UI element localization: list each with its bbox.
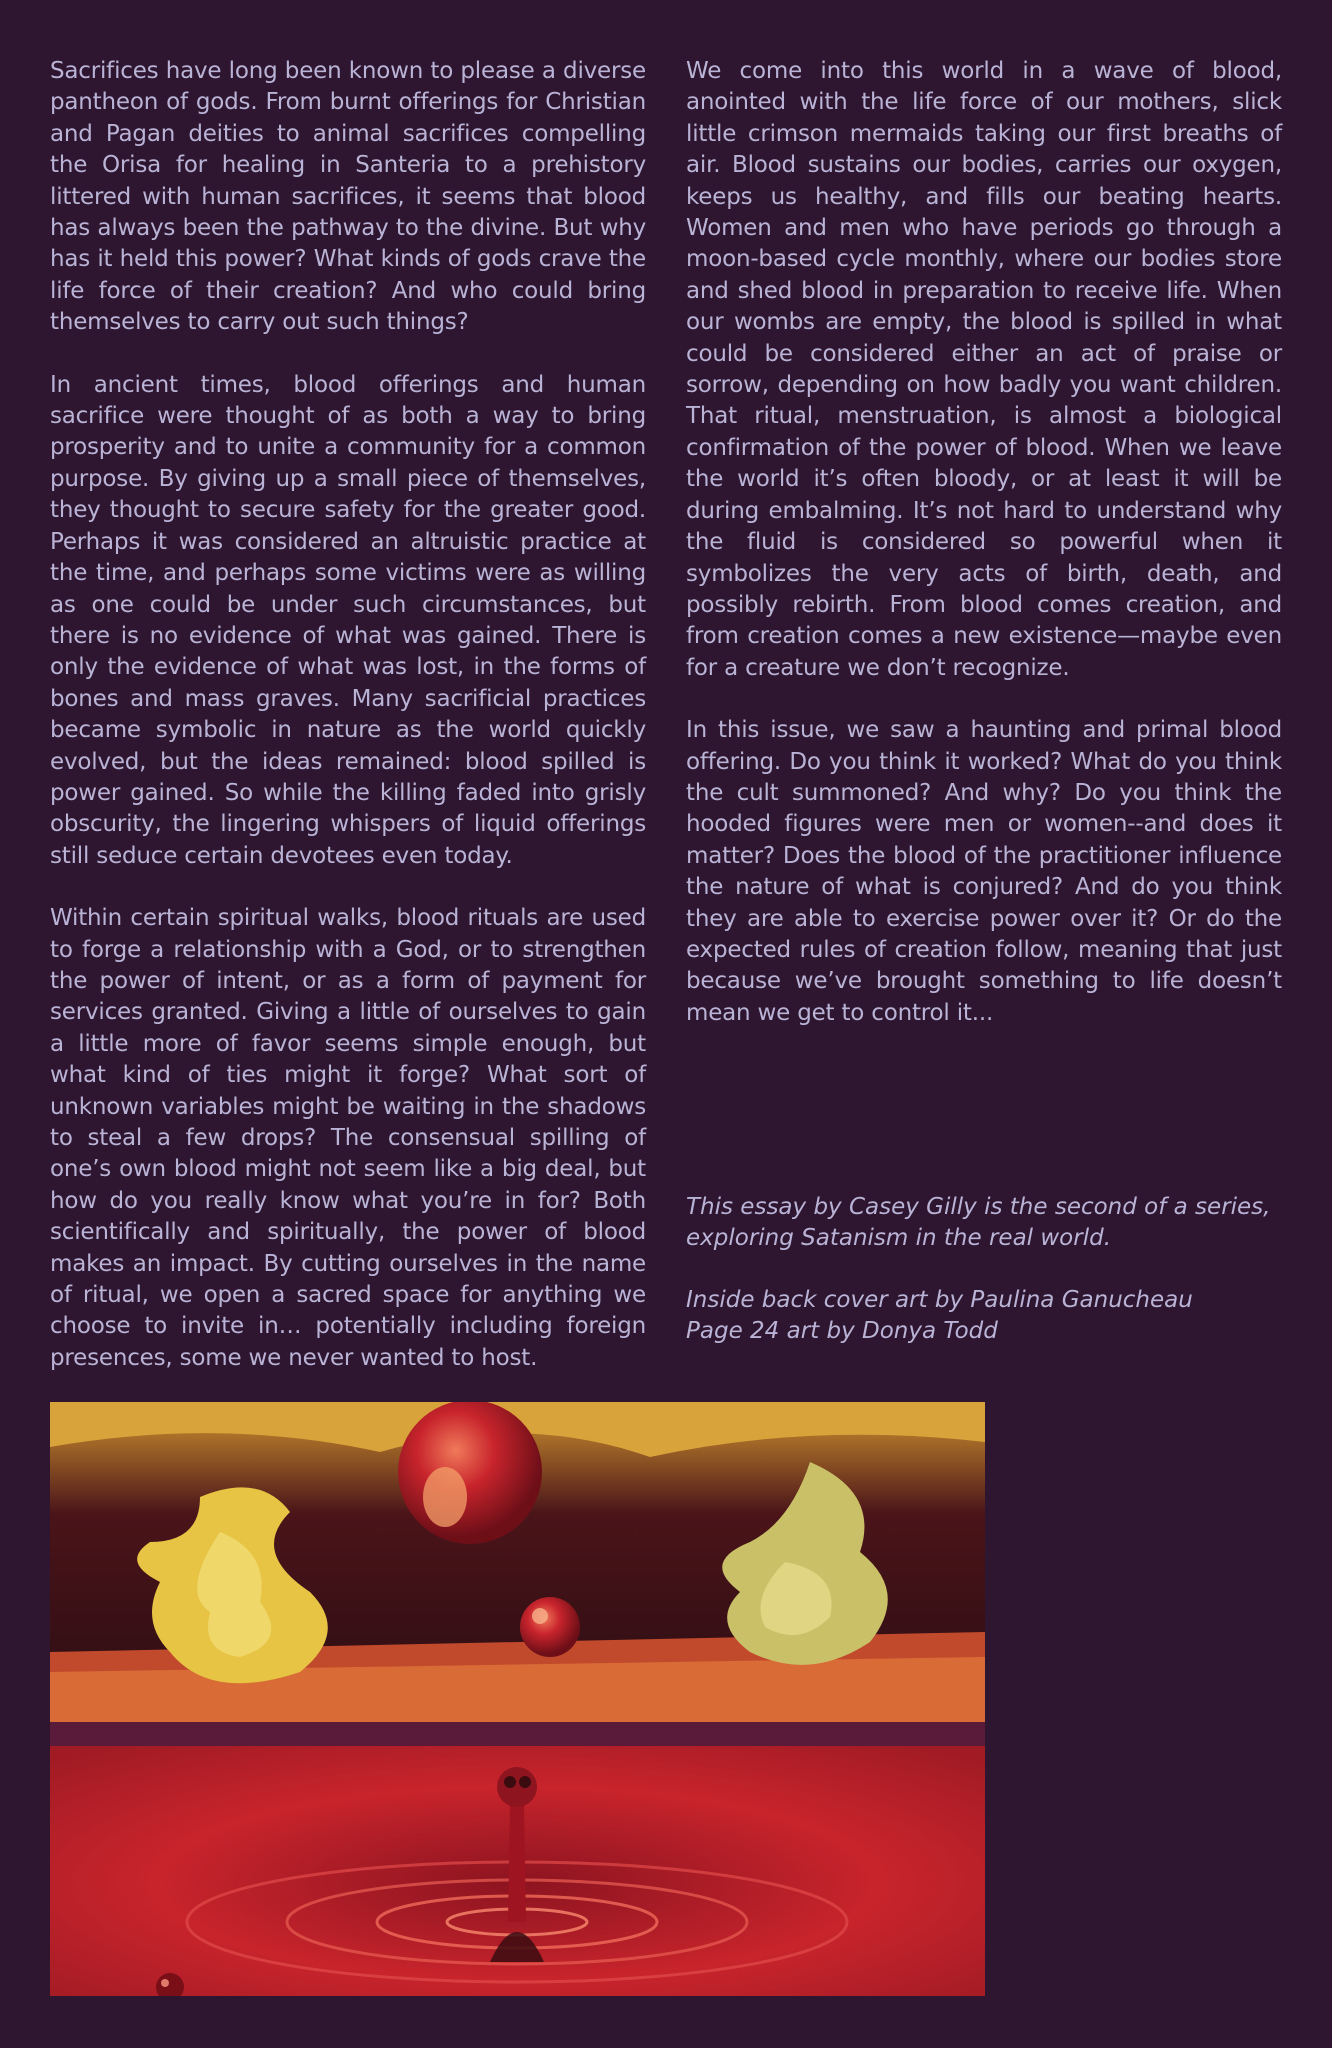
art-credits (686, 1285, 1282, 1348)
droplet-shadow (519, 1776, 531, 1788)
series-note-line: This essay by Casey Gilly is the second of a series, (686, 1194, 1271, 1220)
large-blood-orb (398, 1402, 542, 1544)
essay-paragraph: In this issue, we saw a haunting and primal blood offering. Do you think it worked? What do you think the cult summoned? And why? Do you think the hooded figures were men or women--and does it matter? Does the blood of the practitioner influence the nature of what is conjured? And do you think they are able to exercise power over it? Or do the expected rules of creation follow, meaning that just because we’ve brought something to life doesn’t mean we get to control it... (686, 717, 1282, 1026)
essay-left-column (50, 56, 646, 1405)
art-credit: Page 24 art by Donya Todd (686, 1318, 998, 1345)
droplet-shadow (504, 1776, 516, 1788)
series-note (686, 1192, 1282, 1255)
essay-paragraph: In ancient times, blood offerings and human sacrifice were thought of as both a way to bring prosperity and to unite a community for a common purpose. By giving up a small piece of themselves, they thought to secure safety for the greater good. Perhaps it was considered an altruistic practice at the time, and perhaps some victims were as willing as one could be under such circumstances, but there is no evidence of what was gained. There is only the evidence of what was lost, in the forms of bones and mass graves. Many sacrificial practices became symbolic in nature as the world quickly evolved, but the ideas remained: blood spilled is power gained. So while the killing faded into grisly obscurity, the lingering whispers of liquid offerings still seduce certain devotees even today. (50, 371, 646, 869)
blood-drop-illustration (50, 1402, 985, 1996)
droplet-crown (497, 1767, 537, 1807)
art-credit: Inside back cover art by Paulina Ganucheau (686, 1287, 1193, 1313)
corner-droplet-highlight (161, 1979, 169, 1987)
droplet-stem (508, 1802, 526, 1922)
panel-divider (50, 1722, 985, 1746)
small-orb-highlight (532, 1608, 548, 1624)
small-blood-orb (520, 1597, 580, 1657)
orb-highlight (423, 1467, 467, 1527)
essay-right-column (686, 56, 1282, 1060)
essay-paragraph: Sacrifices have long been known to please a diverse pantheon of gods. From burnt offerings for Christian and Pagan deities to animal sacrifices compelling the Orisa for healing in Santeria to a prehistory littered with human sacrifices, it seems that blood has always been the pathway to the divine. But why has it held this power? What kinds of gods crave the life force of their creation? And who could bring themselves to carry out such things? (50, 58, 646, 336)
series-note-line: exploring Satanism in the real world. (686, 1225, 1112, 1252)
essay-paragraph: Within certain spiritual walks, blood rituals are used to forge a relationship with a God, or to strengthen the power of intent, or as a form of payment for services granted. Giving a little of ourselves to gain a little more of favor seems simple enough, but what kind of ties might it forge? What sort of unknown variables might be waiting in the shadows to steal a few drops? The consensual spilling of one’s own blood might not seem like a big deal, but how do you really know what you’re in for? Both scientifically and spiritually, the power of blood makes an impact. By cutting ourselves in the name of ritual, we open a sacred space for anything we choose to invite in… potentially including foreign presences, some we never wanted to host. (50, 905, 646, 1371)
illustration-canvas (50, 1402, 985, 1996)
essay-paragraph: We come into this world in a wave of blood, anointed with the life force of our mothers, slick little crimson mermaids taking our first breaths of air. Blood sustains our bodies, carries our oxygen, keeps us healthy, and fills our beating hearts. Women and men who have periods go through a moon-based cycle monthly, where our bodies store and shed blood in preparation to receive life. When our wombs are empty, the blood is spilled in what could be considered either an act of praise or sorrow, depending on how badly you want children. That ritual, menstruation, is almost a biological confirmation of the power of blood. When we leave the world it’s often bloody, or at least it will be during embalming. It’s not hard to understand why the fluid is considered so powerful when it symbolizes the very acts of birth, death, and possibly rebirth. From blood comes creation, and from creation comes a new existence—maybe even for a creature we don’t recognize. (686, 58, 1282, 681)
